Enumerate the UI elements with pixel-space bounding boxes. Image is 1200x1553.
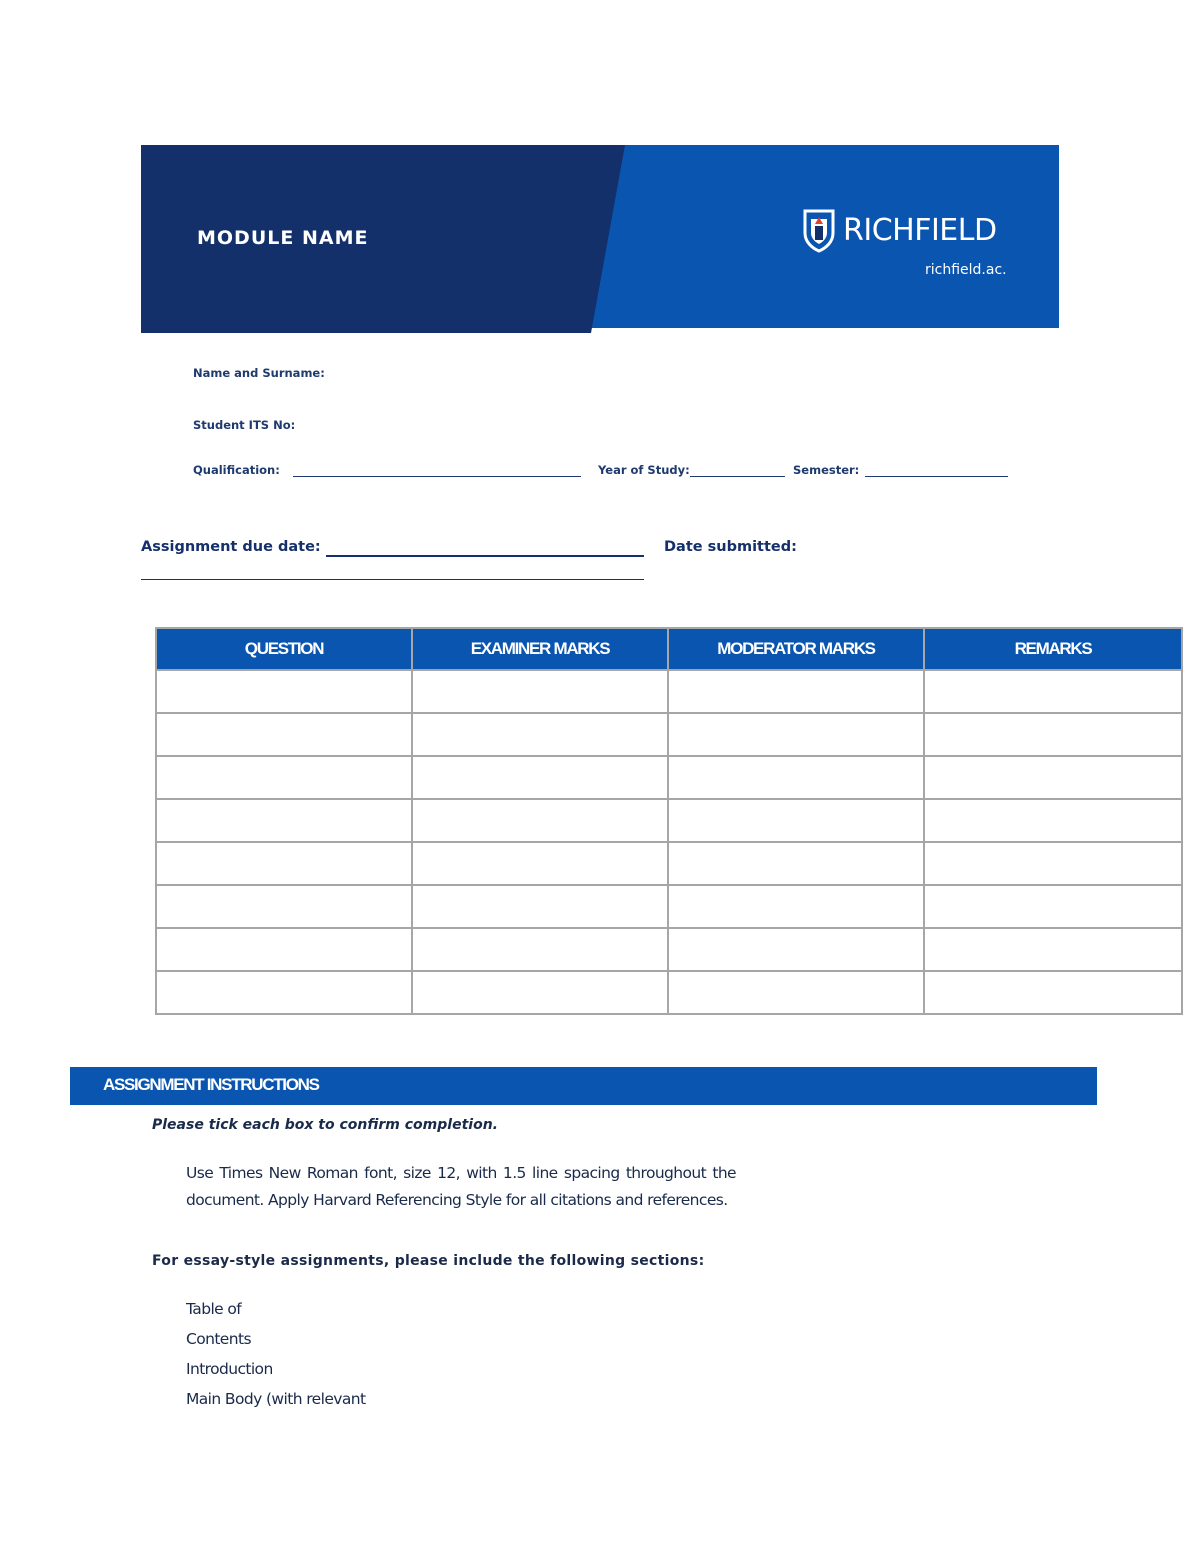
remarks-cell[interactable] — [924, 756, 1182, 799]
student-its-label: Student ITS No: — [193, 418, 296, 432]
list-item: Table of — [186, 1300, 242, 1318]
essay-sections-list — [186, 1294, 365, 1414]
examiner-marks-cell[interactable] — [412, 799, 668, 842]
richfield-logo — [803, 209, 1013, 289]
examiner-marks-cell[interactable] — [412, 842, 668, 885]
question-cell[interactable] — [156, 670, 412, 713]
question-cell[interactable] — [156, 713, 412, 756]
moderator-marks-header: MODERATOR MARKS — [668, 628, 924, 670]
list-item: Introduction — [186, 1360, 273, 1378]
semester-label: Semester: — [793, 463, 860, 477]
tick-note: Please tick each box to confirm completion. — [152, 1117, 498, 1133]
remarks-cell[interactable] — [924, 885, 1182, 928]
moderator-marks-cell[interactable] — [668, 713, 924, 756]
essay-sections-note: For essay-style assignments, please include the following sections: — [152, 1253, 705, 1269]
moderator-marks-cell[interactable] — [668, 928, 924, 971]
brand-url: richfield.ac. — [925, 262, 1007, 278]
moderator-marks-cell[interactable] — [668, 971, 924, 1014]
table-row — [156, 885, 1182, 928]
name-surname-label: Name and Surname: — [193, 366, 325, 380]
question-cell[interactable] — [156, 971, 412, 1014]
year-of-study-field[interactable] — [690, 476, 785, 477]
examiner-marks-header: EXAMINER MARKS — [412, 628, 668, 670]
semester-field[interactable] — [865, 476, 1008, 477]
table-row — [156, 670, 1182, 713]
qualification-label: Qualification: — [193, 463, 280, 477]
table-row — [156, 842, 1182, 885]
date-submitted-label: Date submitted: — [664, 539, 797, 555]
examiner-marks-cell[interactable] — [412, 713, 668, 756]
moderator-marks-cell[interactable] — [668, 842, 924, 885]
table-row — [156, 713, 1182, 756]
remarks-cell[interactable] — [924, 670, 1182, 713]
header-banner — [141, 145, 1059, 333]
table-row — [156, 928, 1182, 971]
moderator-marks-cell[interactable] — [668, 885, 924, 928]
due-date-field[interactable] — [326, 555, 644, 557]
year-of-study-label: Year of Study: — [598, 463, 690, 477]
marks-table — [155, 627, 1183, 1015]
examiner-marks-cell[interactable] — [412, 885, 668, 928]
remarks-cell[interactable] — [924, 799, 1182, 842]
remarks-cell[interactable] — [924, 713, 1182, 756]
question-cell[interactable] — [156, 799, 412, 842]
table-row — [156, 971, 1182, 1014]
date-submitted-field[interactable] — [141, 579, 644, 580]
question-cell[interactable] — [156, 928, 412, 971]
examiner-marks-cell[interactable] — [412, 971, 668, 1014]
instructions-title: ASSIGNMENT INSTRUCTIONS — [103, 1075, 319, 1094]
moderator-marks-cell[interactable] — [668, 799, 924, 842]
instructions-header-bar — [70, 1067, 1097, 1105]
examiner-marks-cell[interactable] — [412, 928, 668, 971]
examiner-marks-cell[interactable] — [412, 670, 668, 713]
examiner-marks-cell[interactable] — [412, 756, 668, 799]
formatting-instructions: Use Times New Roman font, size 12, with 1.5 line spacing throughout the document. Apply Harvard Referencing Style for all citations and references. — [186, 1164, 736, 1209]
shield-icon — [803, 209, 835, 253]
remarks-header: REMARKS — [924, 628, 1182, 670]
brand-name: RICHFIELD — [843, 213, 997, 248]
table-row — [156, 799, 1182, 842]
moderator-marks-cell[interactable] — [668, 756, 924, 799]
table-row — [156, 756, 1182, 799]
marks-table-header — [156, 628, 1182, 670]
list-item: Main Body (with relevant — [186, 1390, 366, 1408]
question-header: QUESTION — [156, 628, 412, 670]
remarks-cell[interactable] — [924, 928, 1182, 971]
remarks-cell[interactable] — [924, 842, 1182, 885]
due-date-label: Assignment due date: — [141, 539, 321, 555]
question-cell[interactable] — [156, 842, 412, 885]
list-item: Contents — [186, 1330, 251, 1348]
qualification-field[interactable] — [293, 476, 581, 477]
module-name: MODULE NAME — [197, 227, 369, 249]
moderator-marks-cell[interactable] — [668, 670, 924, 713]
question-cell[interactable] — [156, 885, 412, 928]
remarks-cell[interactable] — [924, 971, 1182, 1014]
question-cell[interactable] — [156, 756, 412, 799]
